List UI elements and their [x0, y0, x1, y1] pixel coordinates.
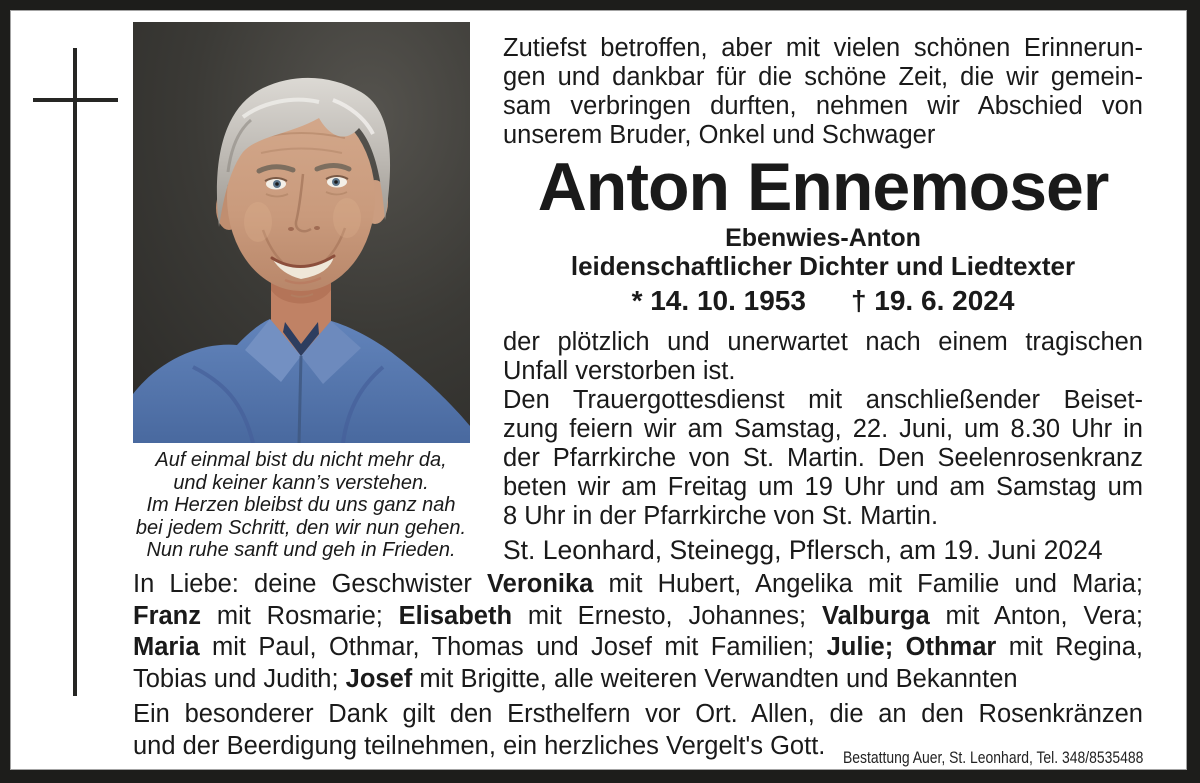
family-list: In Liebe: deine Geschwister Veronika mit Hubert, Angelika mit Familie und Maria; Franz mit Rosmarie; Elisabeth mit Ernesto, Johannes; Valburga mit Anton, Vera; Maria mit Paul, Othmar, Thomas und Josef mit Familien; Julie; Othmar mit Regina, Tobias und Judith; Josef mit Brigitte, alle weiteren Verwandten und Bekannten — [133, 570, 1143, 693]
funeral-details: der plötzlich und unerwartet nach einem tragischen Unfall verstorben ist. Den Trauergottesdienst mit anschließender Beiset- zung feiern wir am Samstag, 22. Juni, um 8.30 Uhr in der Pfarrkirche von St. Martin. Den Seelenrosenkranz beten wir am Freitag um 19 Uhr und am Samstag um 8 Uhr in der Pfarrkirche von St. Martin. — [503, 328, 1143, 530]
memorial-poem: Auf einmal bist du nicht mehr da, und keiner kann’s verstehen. Im Herzen bleibst du uns ganz nah bei jedem Schritt, den wir nun gehen. Nun ruhe sanft und geh in Frieden. — [135, 449, 467, 562]
deceased-nickname: Ebenwies-Anton — [725, 224, 921, 252]
cross-vertical-bar — [73, 48, 77, 696]
portrait-photo — [133, 22, 470, 443]
thanks-text: Ein besonderer Dank gilt den Ersthelfern vor Ort. Allen, die an den Rosenkränzen und der Beerdigung teilnehmen, ein herzliches Vergelt's Gott. — [133, 700, 1143, 760]
birth-date: * 14. 10. 1953 — [631, 285, 806, 316]
cross-horizontal-bar — [33, 98, 118, 102]
life-dates — [503, 286, 1143, 316]
funeral-home-info: Bestattung Auer, St. Leonhard, Tel. 348/8535488 — [842, 748, 1143, 767]
place-date-line: St. Leonhard, Steinegg, Pflersch, am 19. Juni 2024 — [503, 535, 1103, 565]
notice-text-column — [503, 34, 1143, 565]
deceased-profession: leidenschaftlicher Dichter und Liedtexter — [570, 251, 1076, 281]
intro-text: Zutiefst betroffen, aber mit vielen schönen Erinnerun- gen und dankbar für die schöne Zeit, die wir gemein- sam verbringen durften, nehmen wir Abschied von unserem Bruder, Onkel und Schwager — [503, 34, 1143, 149]
death-date: † 19. 6. 2024 — [850, 285, 1015, 316]
deceased-name: Anton Ennemoser — [537, 149, 1109, 225]
